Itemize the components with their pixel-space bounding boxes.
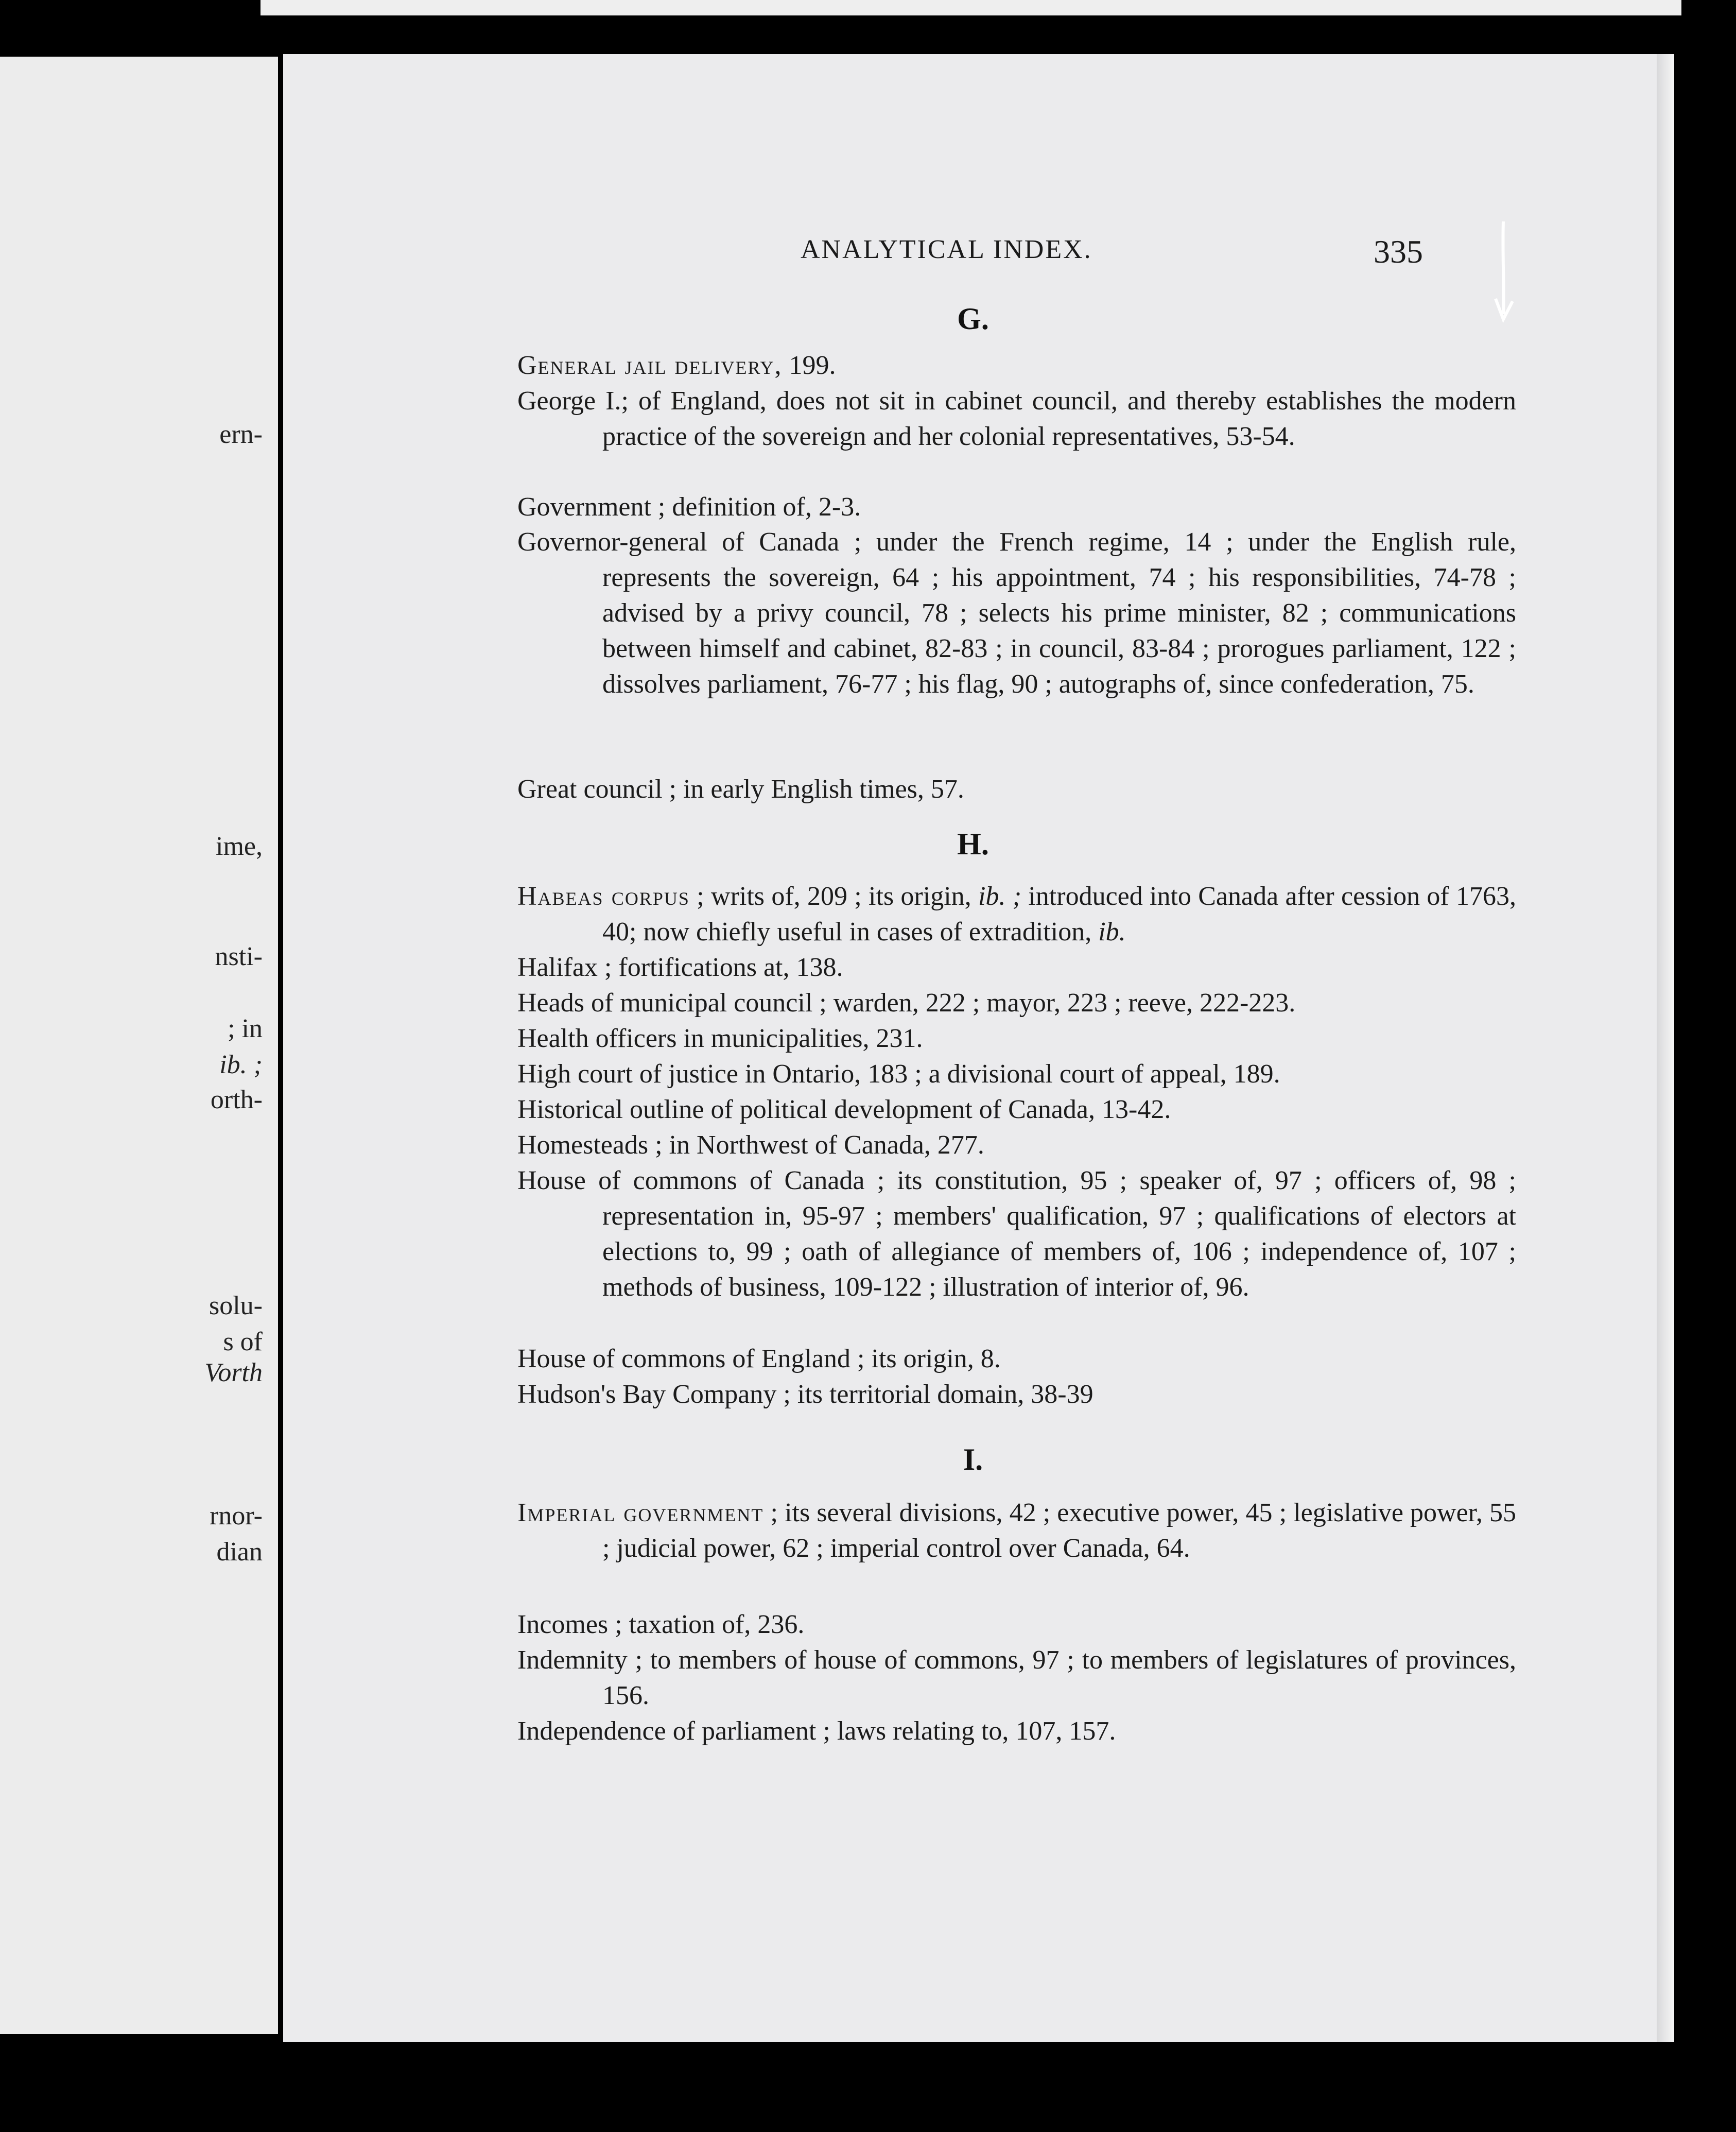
index-entry: Health officers in municipalities, 231. — [517, 1024, 923, 1053]
index-entry: House of commons of England ; its origin, 8. — [517, 1344, 1001, 1373]
left-fragment: ern- — [219, 420, 263, 449]
page-edge-shadow — [1657, 54, 1674, 2042]
left-fragment: dian — [216, 1537, 263, 1567]
left-fragment: s of — [223, 1327, 263, 1356]
left-fragment: nsti- — [215, 942, 263, 971]
index-entry: Habeas corpus ; writs of, 209 ; its origin, ib. ; introduced into Canada after cession of 1763, 40; now chiefly useful in cases of extradition, ib. — [517, 882, 1517, 947]
left-fragment: ; in — [228, 1014, 263, 1043]
left-fragment: orth- — [210, 1085, 263, 1114]
left-fragment: rnor- — [210, 1501, 263, 1531]
index-entry: Imperial government ; its several divisions, 42 ; executive power, 45 ; legislative power, 55 ; judicial power, 62 ; imperial control over Canada, 64. — [517, 1498, 1516, 1563]
left-fragment: solu- — [209, 1291, 263, 1320]
index-entry: Hudson's Bay Company ; its territorial domain, 38-39 — [517, 1380, 1093, 1409]
index-entry: Governor-general of Canada ; under the French regime, 14 ; under the English rule, represents the sovereign, 64 ; his appointment, 74 ; his responsibilities, 74-78 ; advised by a privy council, 78 ; selects his prime minister, 82 ; communications between himself and cabinet, 82-83 ; in council, 83-84 ; prorogues parliament, 122 ; dissolves parliament, 76-77 ; his flag, 90 ; autographs of, since confederation, 75. — [517, 527, 1516, 699]
running-head: ANALYTICAL INDEX. — [801, 235, 1092, 264]
index-entry: Heads of municipal council ; warden, 222 ; mayor, 223 ; reeve, 222-223. — [517, 988, 1296, 1018]
index-entry: Historical outline of political development of Canada, 13-42. — [517, 1095, 1171, 1124]
left-page-edge — [0, 57, 278, 2034]
index-entry: House of commons of Canada ; its constitution, 95 ; speaker of, 97 ; officers of, 98 ; representation in, 95-97 ; members' qualification, 97 ; qualifications of electors at elections to, 99 ; oath of allegiance of members of, 106 ; independence of, 107 ; methods of business, 109-122 ; illustration of interior of, 96. — [517, 1166, 1516, 1302]
left-fragment: ib. ; — [219, 1050, 263, 1079]
top-page-edge — [257, 0, 1681, 15]
index-entry: Government ; definition of, 2-3. — [517, 492, 861, 522]
left-fragment: ime, — [216, 832, 263, 861]
index-entry: Incomes ; taxation of, 236. — [517, 1610, 805, 1639]
section-letter-i: I. — [963, 1442, 983, 1476]
page-number: 335 — [1374, 233, 1423, 270]
index-entry: Halifax ; fortifications at, 138. — [517, 953, 843, 982]
index-entry: Homesteads ; in Northwest of Canada, 277. — [517, 1130, 984, 1160]
pencil-mark-icon — [1488, 216, 1519, 330]
left-fragment: Vorth — [204, 1358, 263, 1387]
section-letter-g: G. — [957, 302, 989, 336]
index-entry: High court of justice in Ontario, 183 ; a divisional court of appeal, 189. — [517, 1059, 1280, 1089]
book-spine — [278, 51, 283, 2039]
section-letter-h: H. — [957, 827, 989, 861]
index-entry: Great council ; in early English times, 57. — [517, 775, 964, 804]
index-entry: George I.; of England, does not sit in cabinet council, and thereby establishes the modern practice of the sovereign and her colonial representatives, 53-54. — [517, 386, 1516, 451]
index-entry: Indemnity ; to members of house of commons, 97 ; to members of legislatures of provinces, 156. — [517, 1645, 1516, 1710]
index-entry: Independence of parliament ; laws relating to, 107, 157. — [517, 1716, 1116, 1746]
index-entry: General jail delivery, 199. — [517, 351, 836, 380]
